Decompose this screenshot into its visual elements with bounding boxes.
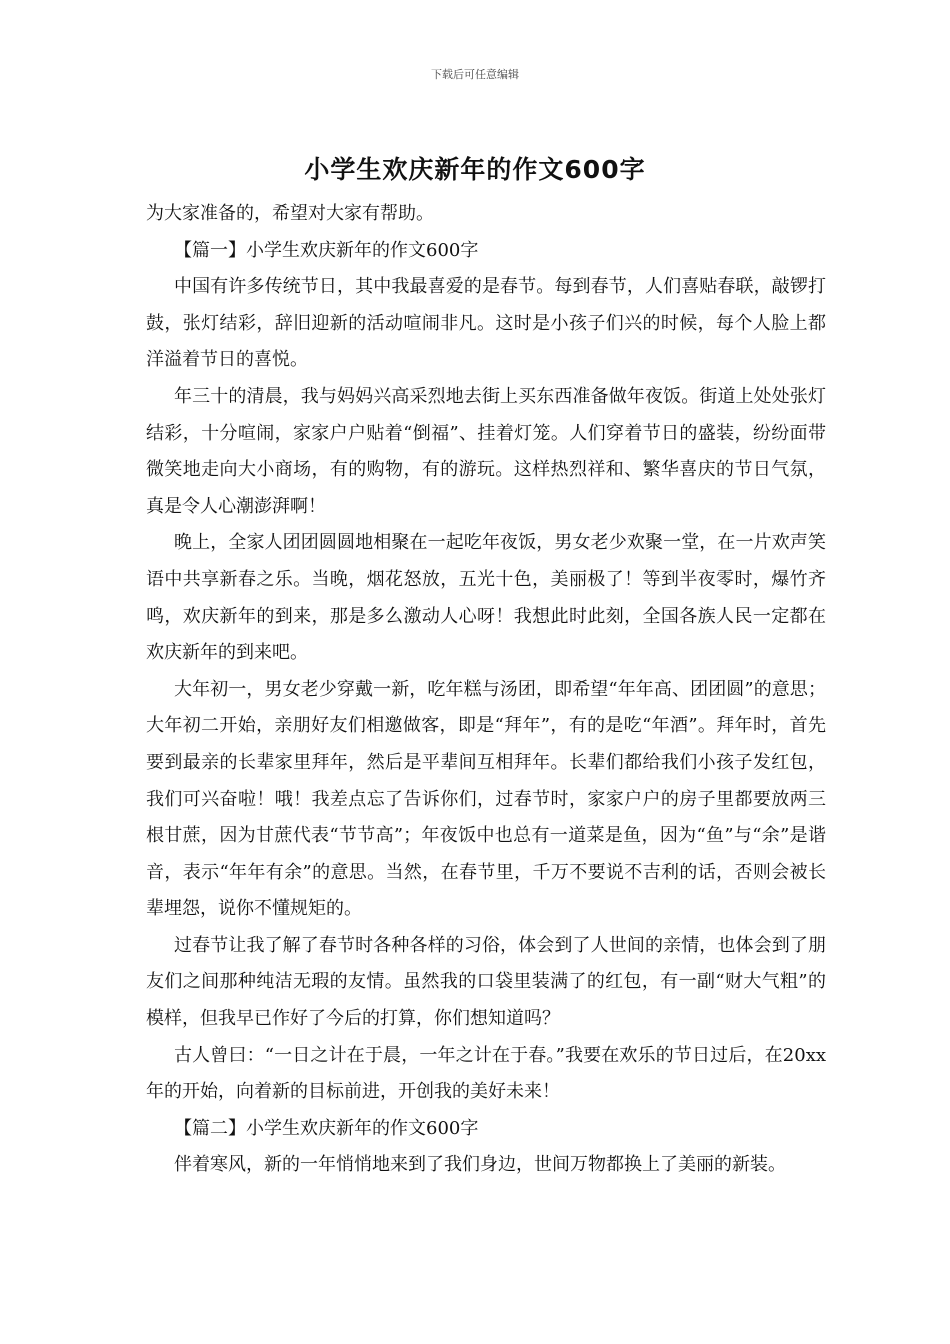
page-header: 下载后可任意编辑 <box>431 68 519 81</box>
section-heading-2: 【篇二】小学生欢庆新年的作文600字 <box>174 1117 479 1139</box>
document-body <box>146 196 826 1184</box>
paragraph: 中国有许多传统节日，其中我最喜爱的是春节。每到春节，人们喜贴春联，敲锣打鼓，张灯结彩，辞旧迎新的活动喧闹非凡。这时是小孩子们兴的时候，每个人脸上都洋溢着节日的喜悦。 <box>146 276 826 371</box>
section-heading-1: 【篇一】小学生欢庆新年的作文600字 <box>174 239 479 261</box>
paragraph: 古人曾曰：“一日之计在于晨，一年之计在于春。”我要在欢乐的节日过后，在20xx年的开始，向着新的目标前进，开创我的美好未来！ <box>146 1044 826 1103</box>
paragraph: 大年初一，男女老少穿戴一新，吃年糕与汤团，即希望“年年高、团团圆”的意思；大年初二开始，亲朋好友们相邀做客，即是“拜年”，有的是吃“年酒”。拜年时，首先要到最亲的长辈家里拜年，然后是平辈间互相拜年。长辈们都给我们小孩子发红包，我们可兴奋啦！哦！我差点忘了告诉你们，过春节时，家家户户的房子里都要放两三根甘蔗，因为甘蔗代表“节节高”；年夜饭中也总有一道菜是鱼，因为“鱼”与“余”是谐音，表示“年年有余”的意思。当然，在春节里，千万不要说不吉利的话，否则会被长辈埋怨，说你不懂规矩的。 <box>146 678 826 920</box>
paragraph: 伴着寒风，新的一年悄悄地来到了我们身边，世间万物都换上了美丽的新装。 <box>174 1154 786 1176</box>
paragraph-intro: 为大家准备的，希望对大家有帮助。 <box>146 203 434 224</box>
document-title: 小学生欢庆新年的作文600字 <box>304 155 646 184</box>
paragraph: 年三十的清晨，我与妈妈兴高采烈地去街上买东西准备做年夜饭。街道上处处张灯结彩，十分喧闹，家家户户贴着“倒福”、挂着灯笼。人们穿着节日的盛装，纷纷面带微笑地走向大小商场，有的购物，有的游玩。这样热烈祥和、繁华喜庆的节日气氛，真是令人心潮澎湃啊！ <box>146 385 826 517</box>
paragraph: 晚上，全家人团团圆圆地相聚在一起吃年夜饭，男女老少欢聚一堂，在一片欢声笑语中共享新春之乐。当晚，烟花怒放，五光十色，美丽极了！等到半夜零时，爆竹齐鸣，欢庆新年的到来，那是多么激动人心呀！我想此时此刻，全国各族人民一定都在欢庆新年的到来吧。 <box>146 532 826 664</box>
paragraph: 过春节让我了解了春节时各种各样的习俗，体会到了人世间的亲情，也体会到了朋友们之间那种纯洁无瑕的友情。虽然我的口袋里装满了的红包，有一副“财大气粗”的模样，但我早已作好了今后的打算，你们想知道吗？ <box>146 934 826 1030</box>
